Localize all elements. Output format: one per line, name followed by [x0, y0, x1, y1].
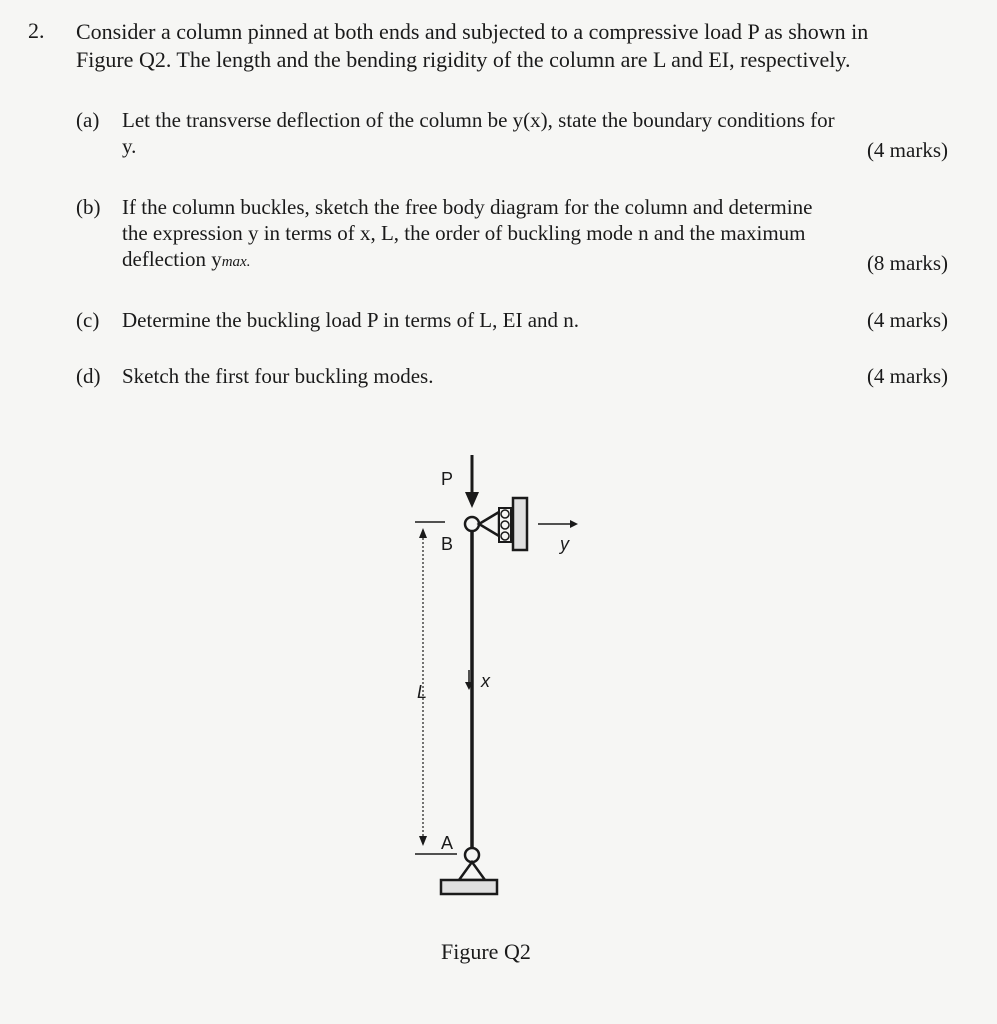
top-wall [513, 498, 527, 550]
part-b-line-2: the expression y in terms of x, L, the order of buckling mode n and the maximum [122, 221, 806, 245]
part-a [76, 107, 948, 167]
part-a-line-2: y. [122, 134, 137, 158]
x-axis-label: x [481, 671, 490, 691]
top-pin-label: B [441, 534, 454, 554]
part-c [76, 307, 948, 335]
load-arrow-head [465, 492, 479, 508]
figure-caption: Figure Q2 [441, 939, 531, 964]
intro-line-2: Figure Q2. The length and the bending rigidity of the column are L and EI, respectively. [76, 47, 851, 72]
part-b-line-1: If the column buckles, sketch the free body diagram for the column and determine [122, 195, 813, 219]
part-d-marks: (4 marks) [866, 364, 948, 388]
part-b-line-3 [122, 246, 948, 275]
intro-line-1: Consider a column pinned at both ends and subjected to a compressive load P as shown in [76, 19, 869, 44]
question-intro [76, 18, 956, 74]
dim-arrow-bottom [419, 836, 427, 846]
bottom-support-triangle [459, 862, 485, 880]
roller-2 [501, 521, 509, 529]
y-axis-label: y [560, 534, 569, 554]
part-c-label: (c) [76, 308, 100, 332]
column-diagram [395, 450, 615, 930]
roller-3 [501, 532, 509, 540]
part-b-line-3-text: deflection y [122, 247, 222, 271]
part-d-label: (d) [76, 364, 101, 388]
bottom-base [441, 880, 497, 894]
part-b-label: (b) [76, 195, 101, 219]
y-axis-arrowhead [570, 520, 578, 528]
part-d-text: Sketch the first four buckling modes. [122, 364, 434, 388]
part-c-marks: (4 marks) [866, 308, 948, 332]
load-label: P [441, 469, 454, 489]
part-a-line-1: Let the transverse deflection of the column be y(x), state the boundary conditions for [122, 108, 835, 132]
part-b [76, 194, 948, 280]
part-a-marks: (4 marks) [866, 138, 948, 162]
part-a-label: (a) [76, 108, 100, 132]
part-d [76, 363, 948, 391]
roller-1 [501, 510, 509, 518]
part-b-marks: (8 marks) [866, 251, 948, 275]
question-number: 2. [28, 18, 45, 43]
top-support-triangle [479, 512, 499, 536]
ymax-subscript: max. [221, 254, 251, 270]
length-label: L [417, 682, 428, 702]
bottom-pin-label: A [441, 833, 454, 853]
dim-arrow-top [419, 528, 427, 538]
part-c-text: Determine the buckling load P in terms of L, EI and n. [122, 308, 580, 332]
